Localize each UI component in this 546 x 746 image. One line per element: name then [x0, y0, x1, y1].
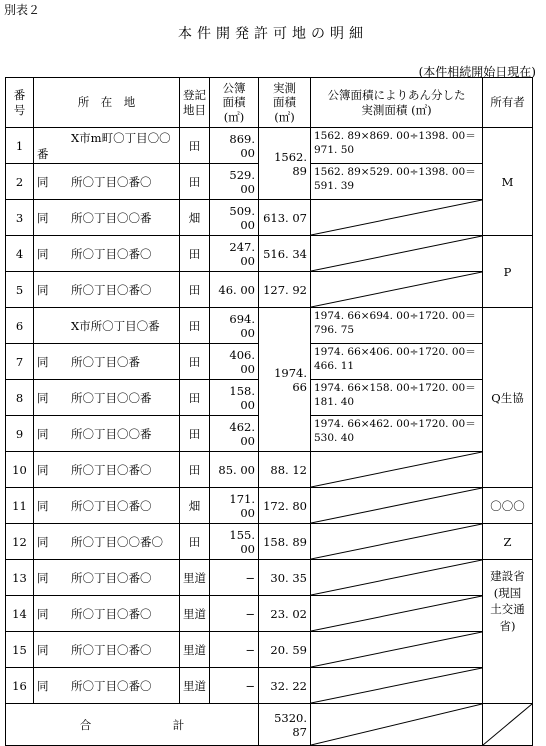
cell-category: 田 — [180, 164, 210, 200]
same-mark: 同 — [37, 498, 49, 513]
table-row — [6, 560, 533, 596]
cell-category: 田 — [180, 236, 210, 272]
table-row — [6, 236, 533, 272]
address-text: X市m町〇丁目〇〇番 — [37, 130, 171, 161]
cell-no: 6 — [6, 308, 34, 344]
same-mark: 同 — [37, 570, 49, 585]
diagonal-strike — [311, 560, 482, 595]
same-mark: 同 — [37, 210, 49, 225]
cell-registry-area: 694. 00 — [210, 308, 259, 344]
cell-calc-empty — [311, 668, 483, 704]
diagonal-strike — [311, 632, 482, 667]
land-detail-table — [5, 77, 533, 746]
diagonal-strike — [311, 704, 482, 745]
cell-registry-area: 46. 00 — [210, 272, 259, 308]
cell-location — [34, 452, 180, 488]
table-row — [6, 272, 533, 308]
cell-calc: 1562. 89×529. 00÷1398. 00＝ 591. 39 — [311, 164, 483, 200]
header-location: 所 在 地 — [34, 78, 180, 128]
cell-surveyed-area: 88. 12 — [259, 452, 311, 488]
cell-location — [34, 632, 180, 668]
same-mark: 同 — [37, 642, 49, 657]
address-text: 所〇丁目〇番〇 — [71, 246, 152, 261]
cell-registry-area: − — [210, 632, 259, 668]
header-no: 番 号 — [6, 78, 34, 128]
cell-registry-area: 462. 00 — [210, 416, 259, 452]
same-mark: 同 — [37, 174, 49, 189]
cell-calc: 1974. 66×406. 00÷1720. 00＝ 466. 11 — [311, 344, 483, 380]
diagonal-strike — [311, 200, 482, 235]
header-category: 登記 地目 — [180, 78, 210, 128]
header-registry-area: 公簿 面積 (㎡) — [210, 78, 259, 128]
table-row — [6, 668, 533, 704]
as-of-note: (本件相続開始日現在) — [418, 65, 536, 79]
cell-surveyed-area-merged: 1974. 66 — [259, 308, 311, 452]
cell-registry-area: − — [210, 668, 259, 704]
cell-no: 8 — [6, 380, 34, 416]
table-row — [6, 596, 533, 632]
cell-no: 12 — [6, 524, 34, 560]
table-row — [6, 524, 533, 560]
address-text: 所〇丁目〇番〇 — [71, 606, 152, 621]
diagonal-strike — [311, 452, 482, 487]
cell-location — [34, 308, 180, 344]
cell-location — [34, 200, 180, 236]
cell-surveyed-area: 127. 92 — [259, 272, 311, 308]
cell-registry-area: − — [210, 560, 259, 596]
cell-owner: P — [483, 236, 533, 308]
cell-category: 里道 — [180, 668, 210, 704]
cell-calc: 1562. 89×869. 00÷1398. 00＝ 971. 50 — [311, 128, 483, 164]
table-row — [6, 488, 533, 524]
cell-no: 11 — [6, 488, 34, 524]
cell-registry-area: 158. 00 — [210, 380, 259, 416]
cell-category: 田 — [180, 272, 210, 308]
diagonal-strike — [483, 704, 532, 745]
same-mark: 同 — [37, 462, 49, 477]
cell-calc-empty — [311, 452, 483, 488]
same-mark: 同 — [37, 534, 49, 549]
cell-calc-empty — [311, 560, 483, 596]
cell-calc-empty — [311, 596, 483, 632]
cell-no: 4 — [6, 236, 34, 272]
address-text: 所〇丁目〇番〇 — [71, 570, 152, 585]
header-calc: 公簿面積によりあん分した 実測面積 (㎡) — [311, 78, 483, 128]
cell-category: 里道 — [180, 632, 210, 668]
cell-no: 15 — [6, 632, 34, 668]
cell-location — [34, 380, 180, 416]
cell-location — [34, 236, 180, 272]
table-header-row — [6, 78, 533, 128]
cell-registry-area: 171. 00 — [210, 488, 259, 524]
address-text: 所〇丁目〇番〇 — [71, 678, 152, 693]
cell-category: 里道 — [180, 596, 210, 632]
diagonal-strike — [311, 668, 482, 703]
header-owner: 所有者 — [483, 78, 533, 128]
cell-category: 畑 — [180, 200, 210, 236]
address-text: 所〇丁目〇番 — [71, 354, 140, 369]
cell-calc: 1974. 66×158. 00÷1720. 00＝ 181. 40 — [311, 380, 483, 416]
cell-category: 田 — [180, 344, 210, 380]
cell-owner: Q生協 — [483, 308, 533, 488]
cell-owner: 〇〇〇 — [483, 488, 533, 524]
cell-category: 畑 — [180, 488, 210, 524]
cell-category: 田 — [180, 416, 210, 452]
total-row — [6, 704, 533, 746]
diagonal-strike — [311, 272, 482, 307]
cell-surveyed-area: 30. 35 — [259, 560, 311, 596]
cell-location — [34, 416, 180, 452]
cell-calc-empty — [311, 632, 483, 668]
address-text: X市所〇丁目〇番 — [71, 318, 160, 333]
page-title: 本件開発許可地の明細 — [178, 26, 368, 42]
table-row — [6, 200, 533, 236]
cell-category: 田 — [180, 452, 210, 488]
total-calc-empty — [311, 704, 483, 746]
total-value: 5320. 87 — [259, 704, 311, 746]
address-text: 所〇丁目〇番〇 — [71, 282, 152, 297]
address-text: 所〇丁目〇番〇 — [71, 174, 152, 189]
cell-registry-area: 869. 00 — [210, 128, 259, 164]
cell-calc-empty — [311, 200, 483, 236]
cell-registry-area: 406. 00 — [210, 344, 259, 380]
cell-surveyed-area: 172. 80 — [259, 488, 311, 524]
cell-owner: 建設省 (現国 土交通 省) — [483, 560, 533, 704]
cell-location — [34, 164, 180, 200]
address-text: 所〇丁目〇番〇 — [71, 498, 152, 513]
cell-surveyed-area: 20. 59 — [259, 632, 311, 668]
cell-no: 10 — [6, 452, 34, 488]
table-row — [6, 128, 533, 164]
same-mark: 同 — [37, 282, 49, 297]
same-mark: 同 — [37, 678, 49, 693]
cell-location — [34, 488, 180, 524]
table-row — [6, 452, 533, 488]
cell-category: 田 — [180, 128, 210, 164]
cell-calc-empty — [311, 524, 483, 560]
cell-calc: 1974. 66×694. 00÷1720. 00＝ 796. 75 — [311, 308, 483, 344]
address-text: 所〇丁目〇〇番 — [71, 426, 152, 441]
cell-owner: M — [483, 128, 533, 236]
cell-location — [34, 596, 180, 632]
cell-location — [34, 272, 180, 308]
cell-category: 田 — [180, 308, 210, 344]
address-text: 所〇丁目〇〇番 — [71, 390, 152, 405]
cell-surveyed-area: 23. 02 — [259, 596, 311, 632]
cell-surveyed-area: 158. 89 — [259, 524, 311, 560]
cell-surveyed-area: 32. 22 — [259, 668, 311, 704]
cell-no: 7 — [6, 344, 34, 380]
cell-surveyed-area: 613. 07 — [259, 200, 311, 236]
same-mark: 同 — [37, 354, 49, 369]
table-row — [6, 632, 533, 668]
diagonal-strike — [311, 236, 482, 271]
cell-no: 1 — [6, 128, 34, 164]
cell-calc-empty — [311, 488, 483, 524]
cell-location — [34, 128, 180, 164]
cell-no: 13 — [6, 560, 34, 596]
cell-location — [34, 560, 180, 596]
cell-no: 16 — [6, 668, 34, 704]
diagonal-strike — [311, 524, 482, 559]
cell-surveyed-area-merged: 1562. 89 — [259, 128, 311, 200]
total-label: 合 計 — [6, 704, 259, 746]
cell-no: 5 — [6, 272, 34, 308]
header-surveyed-area: 実測 面積 (㎡) — [259, 78, 311, 128]
cell-registry-area: 85. 00 — [210, 452, 259, 488]
cell-category: 里道 — [180, 560, 210, 596]
same-mark: 同 — [37, 426, 49, 441]
total-owner-empty — [483, 704, 533, 746]
cell-location — [34, 524, 180, 560]
address-text: 所〇丁目〇番〇 — [71, 462, 152, 477]
address-text: 所〇丁目〇〇番〇 — [71, 534, 163, 549]
diagonal-strike — [311, 488, 482, 523]
attachment-label: 別表２ — [4, 3, 41, 17]
same-mark: 同 — [37, 606, 49, 621]
diagonal-strike — [311, 596, 482, 631]
cell-location — [34, 344, 180, 380]
table-row — [6, 308, 533, 344]
cell-no: 14 — [6, 596, 34, 632]
cell-calc-empty — [311, 272, 483, 308]
cell-location — [34, 668, 180, 704]
cell-category: 田 — [180, 524, 210, 560]
address-text: 所〇丁目〇番〇 — [71, 642, 152, 657]
cell-registry-area: 509. 00 — [210, 200, 259, 236]
cell-owner: Z — [483, 524, 533, 560]
cell-no: 3 — [6, 200, 34, 236]
cell-registry-area: 529. 00 — [210, 164, 259, 200]
cell-surveyed-area: 516. 34 — [259, 236, 311, 272]
address-text: 所〇丁目〇〇番 — [71, 210, 152, 225]
cell-category: 田 — [180, 380, 210, 416]
cell-calc: 1974. 66×462. 00÷1720. 00＝ 530. 40 — [311, 416, 483, 452]
cell-registry-area: 247. 00 — [210, 236, 259, 272]
cell-registry-area: 155. 00 — [210, 524, 259, 560]
same-mark: 同 — [37, 390, 49, 405]
cell-calc-empty — [311, 236, 483, 272]
cell-no: 2 — [6, 164, 34, 200]
cell-registry-area: − — [210, 596, 259, 632]
cell-no: 9 — [6, 416, 34, 452]
same-mark: 同 — [37, 246, 49, 261]
